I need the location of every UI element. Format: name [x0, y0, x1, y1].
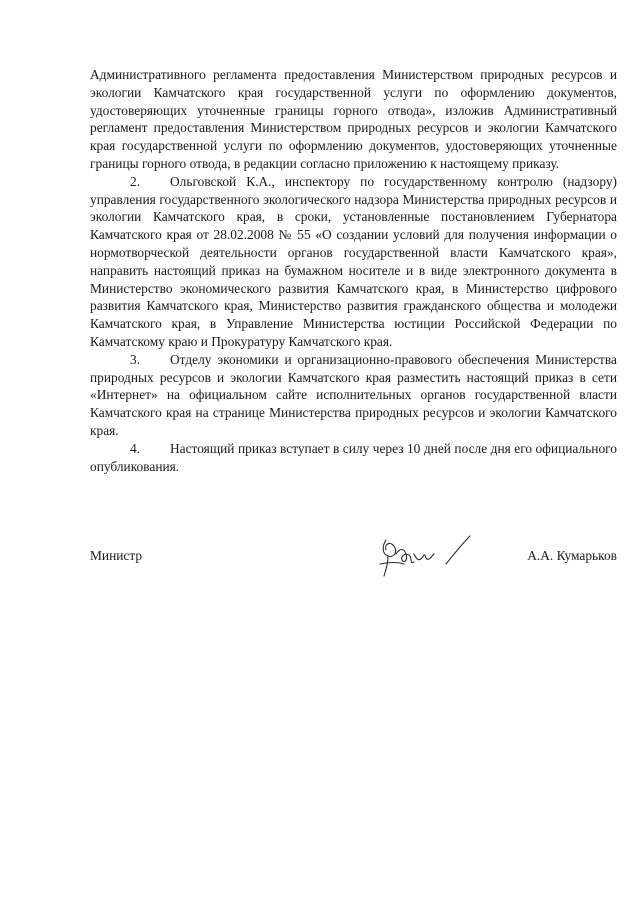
- signatory-name: А.А. Кумарьков: [527, 548, 617, 563]
- item-text: Ольговской К.А., инспектору по государственному контролю (надзору) управления государственного экологического надзора Министерства природных ресурсов и экологии Камчатского края, в сроки, установленные постановлением Губернатора Камчатского края от 28.02.2008 № 55 «О создании условий для получения информации о нормотворческой деятельности органов государственной власти Камчатского края», направить настоящий приказ на бумажном носителе и в виде электронного документа в Министерство экономического развития Камчатского края, в Министерство цифрового развития Камчатского края, Министерство развития гражданского общества и молодежи Камчатского края, в Управление Министерства юстиции Российской Федерации по Камчатскому краю и Прокуратуру Камчатского края.: [90, 173, 617, 349]
- item-number: 4.: [130, 440, 141, 456]
- list-item-4: [90, 440, 617, 476]
- item-number: 3.: [130, 351, 141, 367]
- signatory-title: Министр: [90, 548, 143, 563]
- item-text: Отделу экономики и организационно-правового обеспечения Министерства природных ресурсов и экологии Камчатского края разместить настоящий приказ в сети «Интернет» на официальном сайте исполнительных органов государственной власти Камчатского края на странице Министерства природных ресурсов и экологии Камчатского края.: [90, 351, 617, 438]
- list-item-2: [90, 173, 617, 351]
- signature-block: [90, 548, 617, 588]
- intro-paragraph: Административного регламента предоставления Министерством природных ресурсов и экологии Камчатского края государственной услуги по оформлению документов, удостоверяющих уточненные границы горного отвода», изложив Административный регламент предоставления Министерством природных ресурсов и экологии Камчатского края государственной услуги по оформлению документов, удостоверяющих уточненные границы горного отвода, в редакции согласно приложению к настоящему приказу.: [90, 67, 617, 171]
- list-item-3: [90, 351, 617, 440]
- item-number: 2.: [130, 173, 141, 189]
- item-text: Настоящий приказ вступает в силу через 10 дней после дня его официального опубликования.: [90, 440, 617, 474]
- document-body: [90, 66, 617, 475]
- handwritten-signature: [376, 532, 476, 580]
